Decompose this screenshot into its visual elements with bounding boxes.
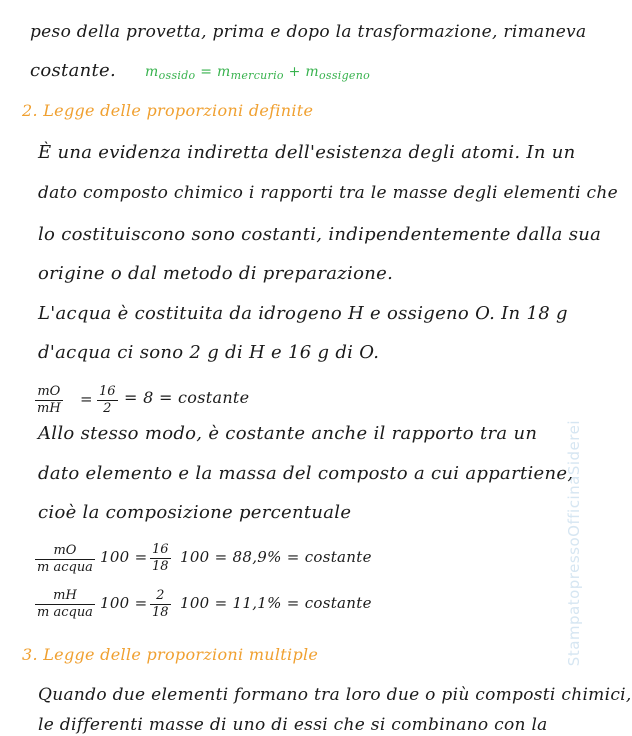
text-line: costante. [30, 60, 117, 81]
watermark: StampatopressoOfficinaSiderei [565, 420, 583, 667]
fraction: 16 18 [152, 542, 169, 575]
text-line: origine o dal metodo di preparazione. [38, 263, 394, 284]
fraction: mO mH [37, 384, 61, 417]
section-heading: 2. Legge delle proporzioni definite [22, 101, 314, 120]
text-line: dato composto chimico i rapporti tra le masse degli elementi che [38, 183, 618, 203]
fraction: 16 2 [99, 384, 116, 417]
formula-result: 100 = 11,1% = costante [180, 594, 372, 612]
text-line: Allo stesso modo, è costante anche il rapporto tra un [38, 423, 538, 444]
text-line: È una evidenza indiretta dell'esistenza degli atomi. In un [38, 142, 576, 163]
text-line: d'acqua ci sono 2 g di H e 16 g di O. [38, 342, 380, 363]
mass-equation: $m_{ossido} = m_{mercurio} + m_{ossigeno}$ [145, 64, 371, 82]
text-line: le differenti masse di uno di essi che si combinano con la [38, 715, 548, 735]
formula-mid: 100 = [100, 548, 148, 566]
fraction: mH m acqua [37, 588, 93, 621]
text-line: lo costituiscono sono costanti, indipendentemente dalla sua [38, 224, 602, 245]
fraction: 2 18 [152, 588, 169, 621]
text-line: dato elemento e la massa del composto a cui appartiene, [38, 463, 574, 484]
text-line: cioè la composizione percentuale [38, 502, 352, 523]
section-heading: 3. Legge delle proporzioni multiple [22, 645, 319, 664]
fraction: mO m acqua [37, 543, 93, 576]
formula-result: = 8 = costante [124, 388, 250, 407]
formula-mid: 100 = [100, 594, 148, 612]
text-line: L'acqua è costituita da idrogeno H e ossigeno O. In 18 g [38, 303, 568, 324]
text-line: peso della provetta, prima e dopo la trasformazione, rimaneva [30, 22, 587, 42]
equals-sign: = [80, 390, 93, 408]
text-line: Quando due elementi formano tra loro due o più composti chimici, [38, 685, 632, 705]
formula-result: 100 = 88,9% = costante [180, 548, 372, 566]
